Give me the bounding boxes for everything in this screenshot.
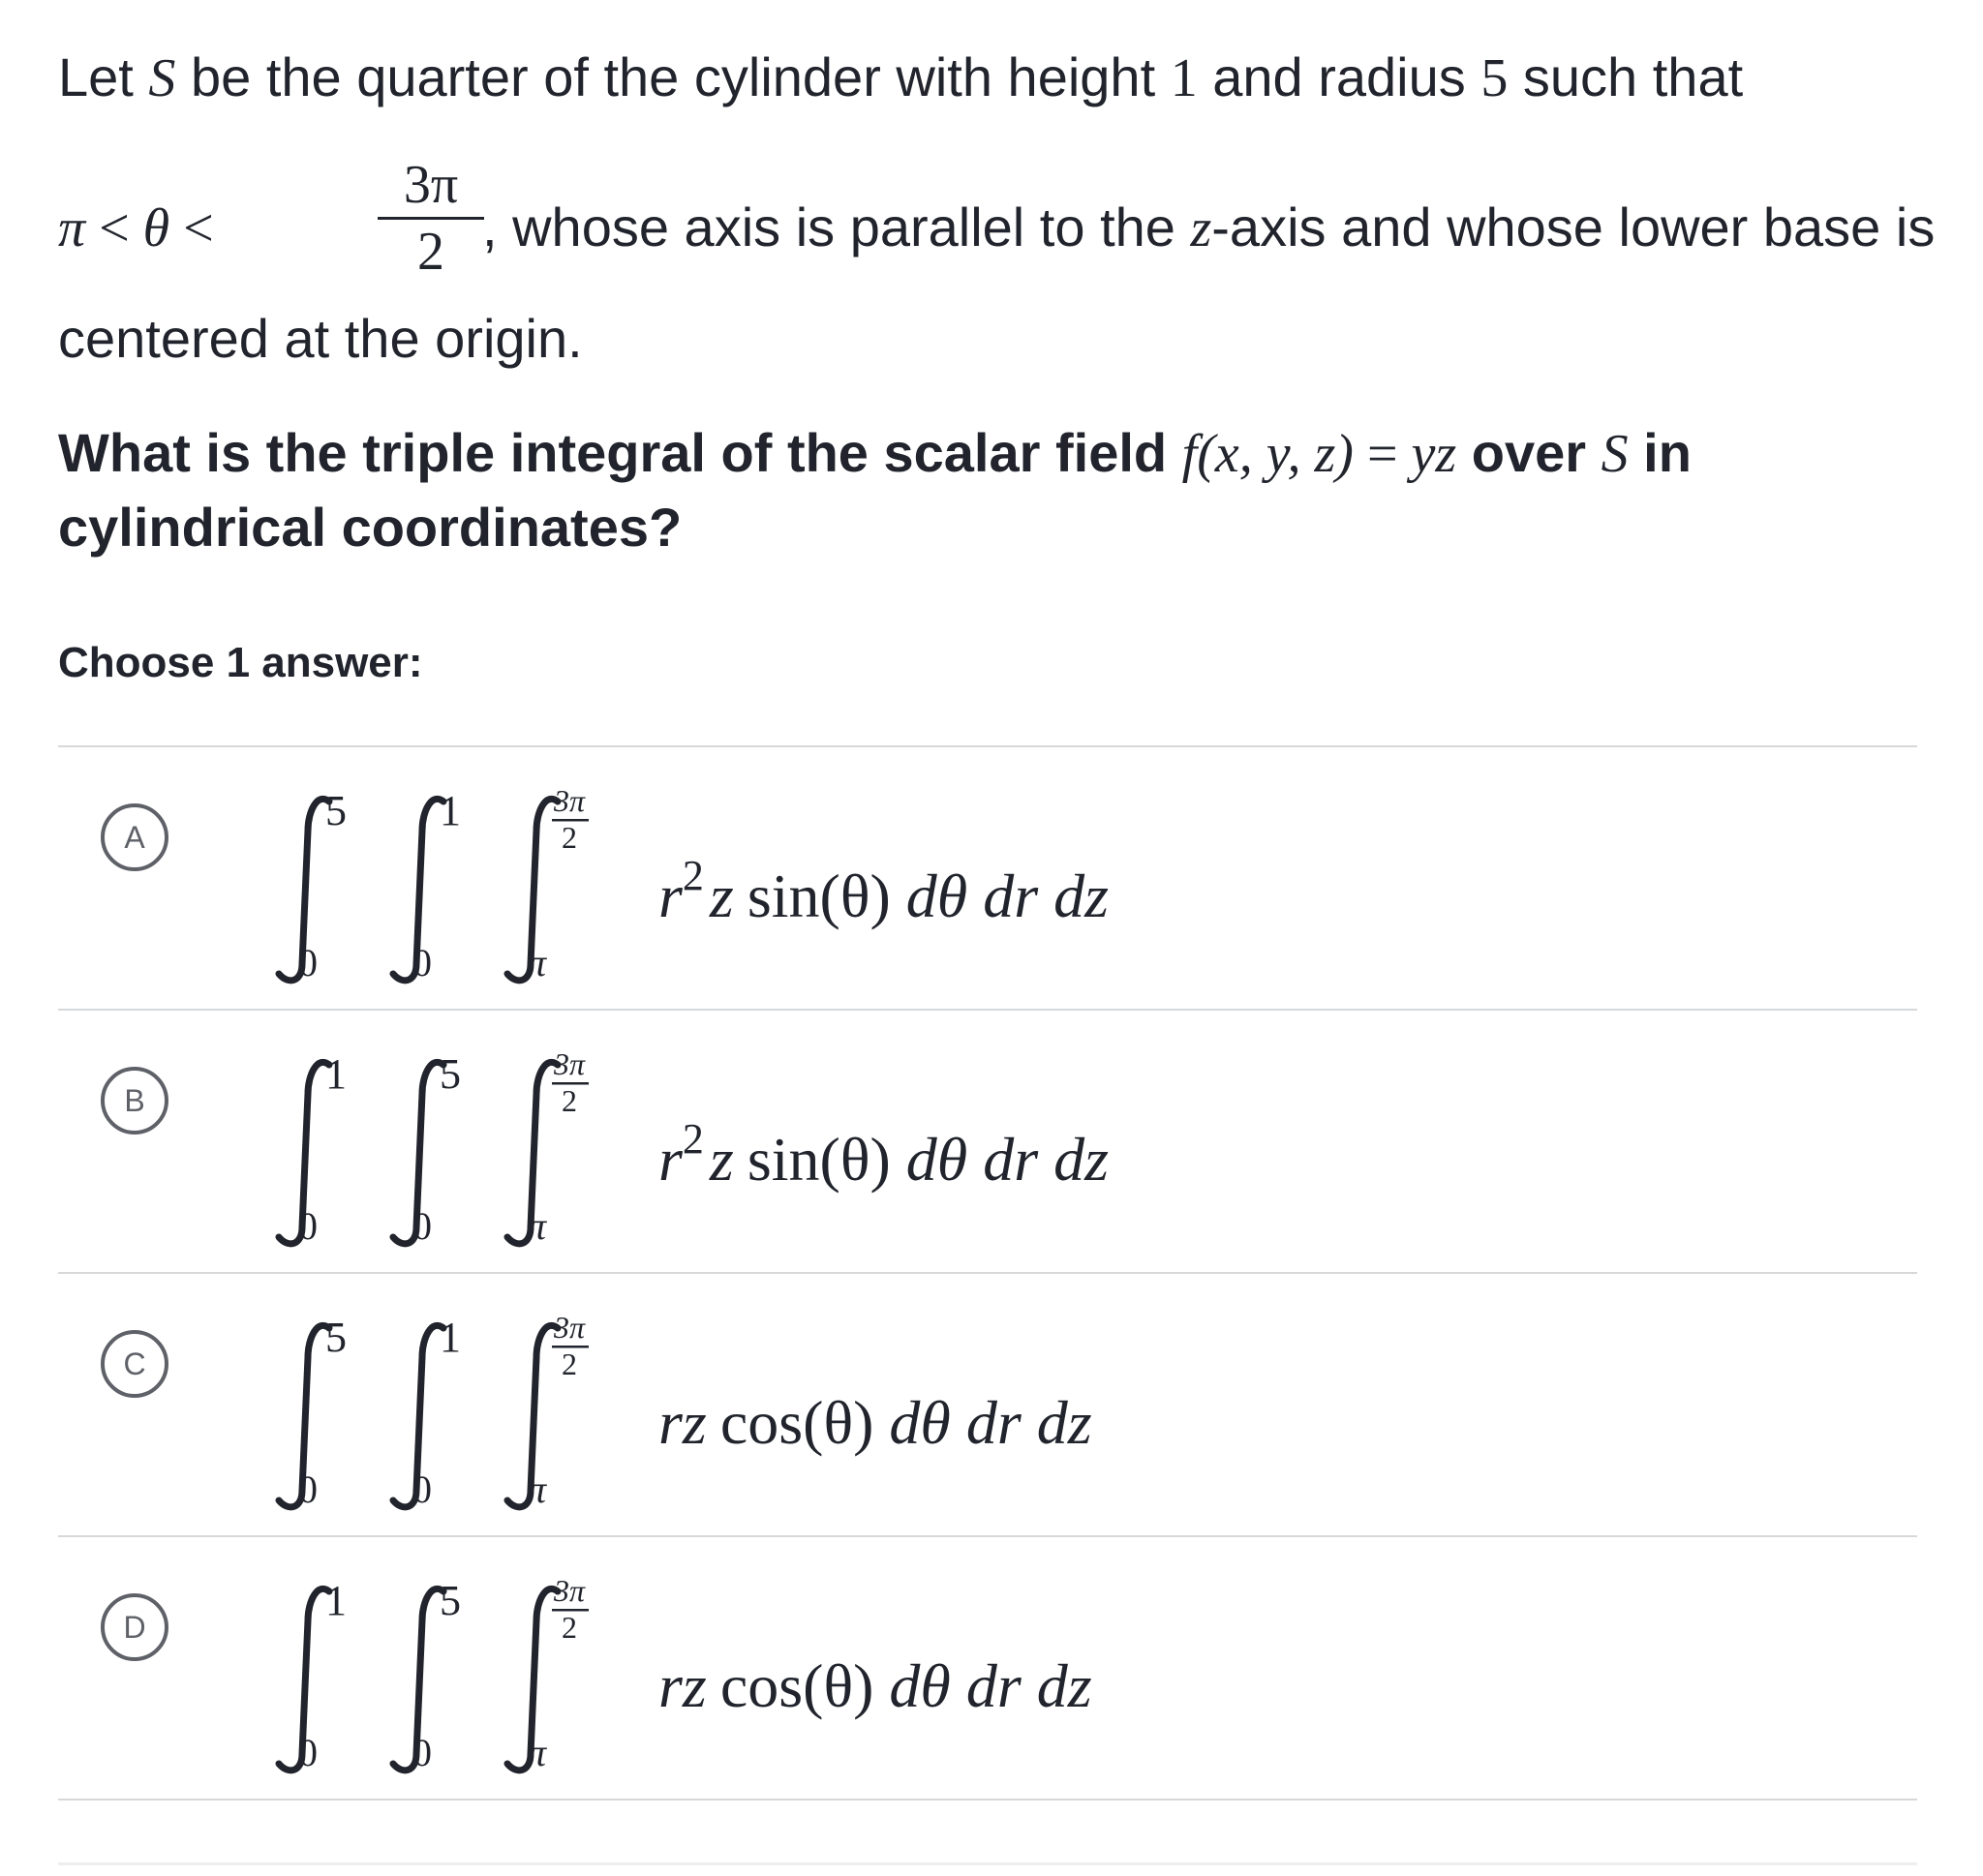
radio-d[interactable]: D [101, 1593, 168, 1661]
integrand-differentials: dθ dr dz [889, 1651, 1092, 1720]
problem-line-1 [58, 39, 1956, 116]
integrand-function: sin [747, 862, 820, 930]
math-S: S [148, 48, 176, 108]
integral-expression [213, 747, 1569, 1009]
integrand-differentials: dθ dr dz [905, 1125, 1110, 1194]
fraction-3pi-over-2 [378, 153, 484, 284]
text: over [1456, 422, 1602, 483]
math-lt: < [85, 198, 143, 258]
math-z: z [1190, 198, 1212, 258]
integrand-argument: (θ) [803, 1651, 874, 1720]
upper-limit-numerator: 3π [553, 783, 586, 818]
text: What is the triple integral of the scalar field [58, 422, 1182, 483]
integrand-function: cos [719, 1388, 804, 1457]
integrand-argument: (θ) [803, 1388, 874, 1457]
answer-choice-a[interactable] [58, 747, 1917, 1009]
integral-expression [213, 1011, 1569, 1272]
math-pi: π [58, 198, 86, 258]
integrand-var: r [658, 1125, 683, 1194]
integrand [658, 852, 1109, 930]
upper-limit: 5 [325, 787, 347, 834]
upper-limit: 5 [325, 1314, 347, 1361]
integrand-function: sin [747, 1125, 820, 1194]
integral-expression [213, 1537, 1569, 1799]
problem-line-3: centered at the origin. [58, 308, 583, 369]
integrand-function: cos [719, 1651, 804, 1720]
text: in [1628, 422, 1692, 483]
lower-limit: 0 [412, 1731, 432, 1774]
math-radius: 5 [1480, 48, 1509, 108]
lower-limit: 0 [298, 941, 318, 984]
text: and radius [1197, 46, 1481, 107]
answer-choice-d[interactable] [58, 1537, 1917, 1799]
integrand-argument: (θ) [819, 862, 891, 930]
integrand-var: rz [658, 1388, 707, 1457]
lower-limit: 0 [412, 941, 432, 984]
text: such that [1508, 46, 1744, 107]
answer-list [58, 745, 1917, 1800]
integrand-differentials: dθ dr dz [889, 1388, 1092, 1457]
problem-line-2 [58, 155, 1956, 300]
radio-c[interactable]: C [101, 1330, 168, 1398]
integrand [658, 1388, 1092, 1457]
integrand-exponent: 2 [682, 852, 704, 899]
math-lt: < [169, 198, 214, 258]
upper-limit-denominator: 2 [562, 1610, 577, 1645]
lower-limit: π [527, 1468, 547, 1511]
math-args: (x, y, z) [1197, 424, 1354, 484]
integral-expression [213, 1274, 1569, 1535]
lower-limit: 0 [412, 1204, 432, 1248]
answer-choice-b[interactable] [58, 1011, 1917, 1272]
upper-limit-denominator: 2 [562, 1083, 577, 1118]
text: be the quarter of the cylinder with height [175, 46, 1171, 107]
integrand-exponent: 2 [682, 1115, 704, 1163]
divider [58, 1799, 1917, 1800]
lower-limit: π [527, 941, 547, 984]
upper-limit-denominator: 2 [562, 1346, 577, 1381]
question-text [58, 416, 1956, 564]
integrand-argument: (θ) [819, 1125, 891, 1194]
math-eq: = [1353, 424, 1412, 484]
text: -axis and whose lower base is [1211, 197, 1936, 257]
upper-limit-numerator: 3π [553, 1310, 586, 1345]
choose-answer-label: Choose 1 answer: [58, 639, 423, 686]
integrand-var: r [658, 862, 683, 930]
lower-limit: 0 [412, 1468, 432, 1511]
upper-limit: 5 [440, 1050, 461, 1098]
problem-statement [58, 39, 1956, 378]
upper-limit: 1 [325, 1050, 347, 1098]
upper-limit-numerator: 3π [553, 1573, 586, 1608]
upper-limit: 1 [325, 1577, 347, 1624]
math-f: f [1181, 424, 1198, 484]
text: Let [58, 46, 149, 107]
radio-b[interactable]: B [101, 1067, 168, 1135]
radio-a[interactable]: A [101, 803, 168, 871]
integrand-var: z [709, 1125, 734, 1194]
math-height: 1 [1170, 48, 1198, 108]
upper-limit: 1 [440, 787, 461, 834]
integrand [658, 1115, 1109, 1194]
upper-limit: 1 [440, 1314, 461, 1361]
footer-rule [58, 1862, 1917, 1865]
question-line-2: cylindrical coordinates? [58, 497, 683, 558]
math-theta: θ [142, 198, 170, 258]
integrand-differentials: dθ dr dz [905, 862, 1110, 930]
lower-limit: 0 [298, 1731, 318, 1774]
upper-limit-numerator: 3π [553, 1046, 586, 1081]
answer-choice-c[interactable] [58, 1274, 1917, 1535]
upper-limit: 5 [440, 1577, 461, 1624]
integrand [658, 1651, 1092, 1720]
math-S: S [1601, 424, 1629, 484]
text: , whose axis is parallel to the [482, 197, 1191, 257]
lower-limit: 0 [298, 1204, 318, 1248]
lower-limit: π [527, 1204, 547, 1248]
lower-limit: π [527, 1731, 547, 1774]
fraction-numerator: 3π [403, 155, 459, 215]
integrand-var: rz [658, 1651, 707, 1720]
lower-limit: 0 [298, 1468, 318, 1511]
integrand-var: z [709, 862, 734, 930]
math-yz: yz [1411, 424, 1457, 484]
fraction-denominator: 2 [417, 222, 444, 282]
upper-limit-denominator: 2 [562, 820, 577, 855]
